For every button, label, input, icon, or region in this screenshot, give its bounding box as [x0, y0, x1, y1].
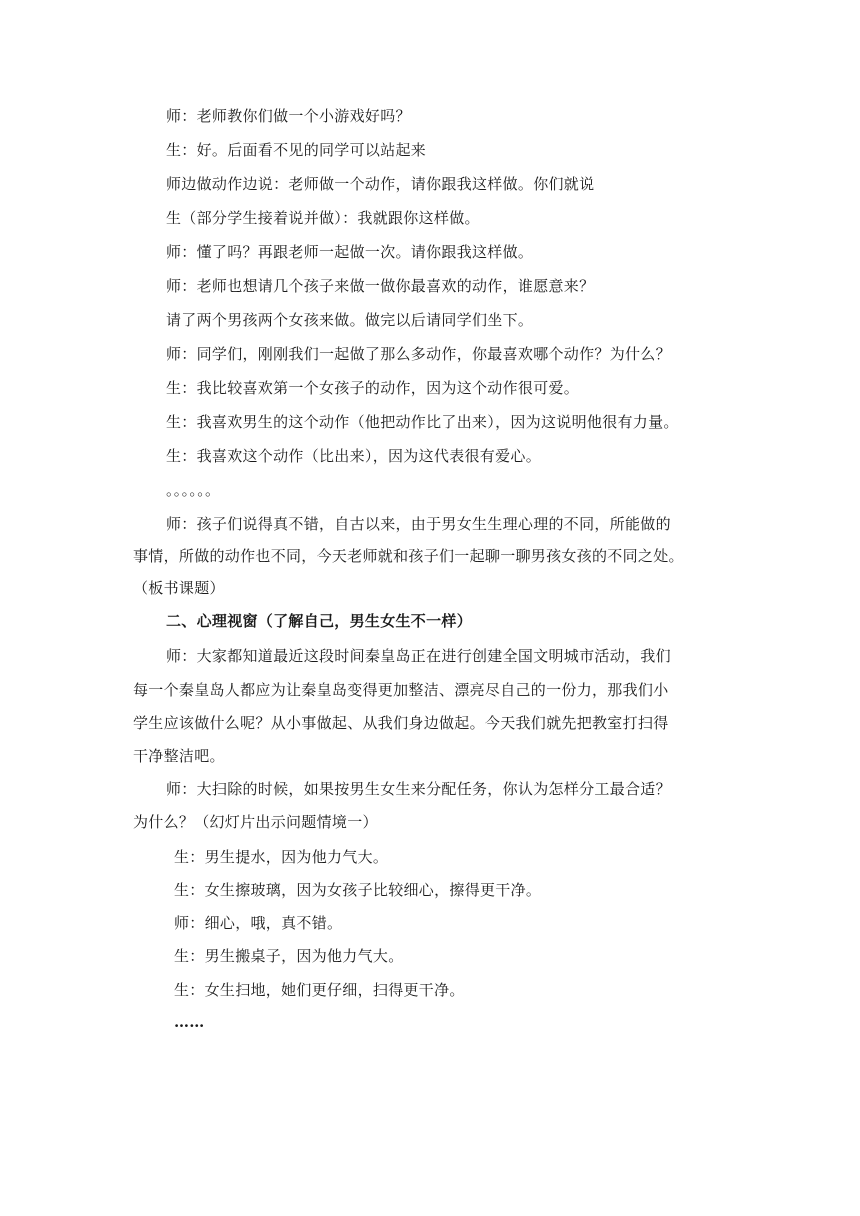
text-line: 师：同学们，刚刚我们一起做了那么多动作，你最喜欢哪个动作？为什么？: [166, 345, 671, 363]
text-line: 生：我喜欢男生的这个动作（他把动作比了出来），因为这说明他很有力量。: [166, 413, 679, 431]
text-line: 学生应该做什么呢？从小事做起、从我们身边做起。今天我们就先把教室打扫得: [133, 714, 669, 732]
text-line: 生：女生扫地，她们更仔细，扫得更干净。: [174, 981, 465, 999]
text-line: 师：大家都知道最近这段时间秦皇岛正在进行创建全国文明城市活动，我们: [166, 647, 671, 665]
text-line: 请了两个男孩两个女孩来做。做完以后请同学们坐下。: [166, 311, 534, 329]
text-line: 生：我比较喜欢第一个女孩子的动作，因为这个动作很可爱。: [166, 379, 580, 397]
text-line: 事情，所做的动作也不同，今天老师就和孩子们一起聊一聊男孩女孩的不同之处。: [133, 547, 684, 565]
text-line: 生：我喜欢这个动作（比出来），因为这代表很有爱心。: [166, 447, 542, 465]
ellipsis-line: 。。。。。。: [166, 481, 221, 499]
text-line: 生（部分学生接着说并做）：我就跟你这样做。: [166, 209, 480, 227]
text-line: 每一个秦皇岛人都应为让秦皇岛变得更加整洁、漂亮尽自己的一份力，那我们小: [133, 681, 669, 699]
text-line: 为什么？（幻灯片出示问题情境一）: [133, 813, 378, 831]
text-line: 生：女生擦玻璃，因为女孩子比较细心，擦得更干净。: [174, 881, 542, 899]
text-line: （板书课题）: [133, 579, 225, 597]
text-line: 生：男生提水，因为他力气大。: [174, 848, 389, 866]
text-line: 师边做动作边说：老师做一个动作，请你跟我这样做。你们就说: [166, 175, 595, 193]
text-line: 生：男生搬桌子，因为他力气大。: [174, 947, 404, 965]
ellipsis-line: ……: [174, 1013, 205, 1031]
section-heading: 二、心理视窗（了解自己，男生女生不一样）: [166, 612, 473, 630]
text-line: 师：老师也想请几个孩子来做一做你最喜欢的动作，谁愿意来？: [166, 277, 595, 295]
text-line: 生：好。后面看不见的同学可以站起来: [166, 141, 427, 159]
text-line: 干净整洁吧。: [133, 747, 225, 765]
text-line: 师：懂了吗？再跟老师一起做一次。请你跟我这样做。: [166, 243, 534, 261]
text-line: 师：细心，哦，真不错。: [174, 914, 343, 932]
text-line: 师：老师教你们做一个小游戏好吗？: [166, 107, 411, 125]
text-line: 师：大扫除的时候，如果按男生女生来分配任务，你认为怎样分工最合适？: [166, 780, 671, 798]
text-line: 师：孩子们说得真不错，自古以来，由于男女生生理心理的不同，所能做的: [166, 515, 671, 533]
